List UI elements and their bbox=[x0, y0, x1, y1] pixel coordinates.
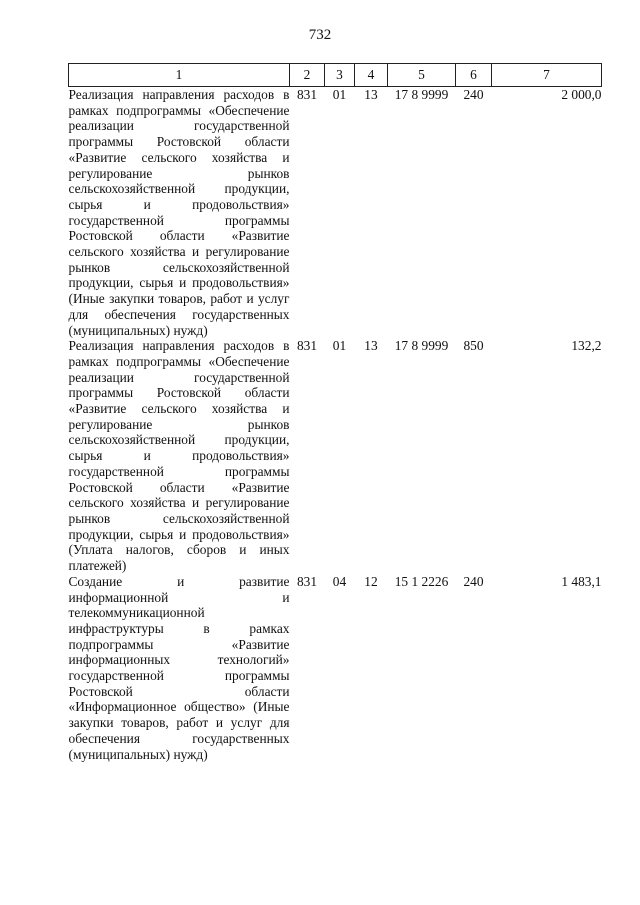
row-description: Создание и развитие информационной и телекоммуникационной инфраструктуры в рамках подпрограммы «Развитие информационных технологий» государственной программы Ростовской области «Информационное общество» (Иные закупки товаров, работ и услуг для обеспечения государственных (муниципальных) нужд) bbox=[68, 573, 290, 762]
row-code-subsection: 12 bbox=[364, 573, 378, 589]
row-code-expense-type: 850 bbox=[463, 338, 484, 354]
table-row bbox=[69, 338, 602, 574]
row-code-expense-type: 240 bbox=[463, 87, 484, 102]
column-header-3: 3 bbox=[325, 64, 355, 87]
row-amount: 2 000,0 bbox=[561, 87, 602, 102]
row-description: Реализация направления расходов в рамках подпрограммы «Обеспечение реализации государственной программы Ростовской области «Развитие сельского хозяйства и регулирование рынков сельскохозяйственной продукции, сырья и продовольствия» государственной программы Ростовской области «Развитие сельского хозяйства и регулирование рынков сельскохозяйственной продукции, сырья и продовольствия» (Уплата налогов, сборов и иных платежей) bbox=[68, 338, 290, 574]
column-header-5: 5 bbox=[388, 64, 456, 87]
row-code-section: 04 bbox=[332, 573, 347, 589]
row-code-ministry: 831 bbox=[296, 87, 318, 102]
column-header-6: 6 bbox=[456, 64, 492, 87]
table-row bbox=[69, 574, 602, 762]
row-code-ministry: 831 bbox=[296, 338, 318, 354]
column-header-4: 4 bbox=[355, 64, 388, 87]
row-code-section: 01 bbox=[332, 87, 347, 102]
row-code-subsection: 13 bbox=[364, 338, 378, 354]
table-header-row bbox=[69, 64, 602, 87]
row-code-ministry: 831 bbox=[296, 573, 318, 589]
row-code-section: 01 bbox=[332, 338, 347, 354]
row-code-expense-type: 240 bbox=[463, 573, 484, 589]
column-header-2: 2 bbox=[290, 64, 325, 87]
column-header-7: 7 bbox=[492, 64, 602, 87]
row-code-target: 17 8 9999 bbox=[394, 87, 449, 102]
row-code-subsection: 13 bbox=[364, 87, 378, 102]
row-code-target: 17 8 9999 bbox=[394, 338, 449, 354]
column-header-1: 1 bbox=[69, 64, 290, 87]
table-row bbox=[69, 87, 602, 339]
row-amount: 1 483,1 bbox=[561, 573, 602, 589]
budget-table bbox=[68, 63, 602, 762]
row-description: Реализация направления расходов в рамках подпрограммы «Обеспечение реализации государственной программы Ростовской области «Развитие сельского хозяйства и регулирование рынков сельскохозяйственной продукции, сырья и продовольствия» государственной программы Ростовской области «Развитие сельского хозяйства и регулирование рынков сельскохозяйственной продукции, сырья и продовольствия» (Иные закупки товаров, работ и услуг для обеспечения государственных (муниципальных) нужд) bbox=[68, 87, 290, 338]
page-number: 732 bbox=[308, 27, 332, 43]
row-amount: 132,2 bbox=[571, 338, 602, 354]
row-code-target: 15 1 2226 bbox=[394, 573, 449, 589]
